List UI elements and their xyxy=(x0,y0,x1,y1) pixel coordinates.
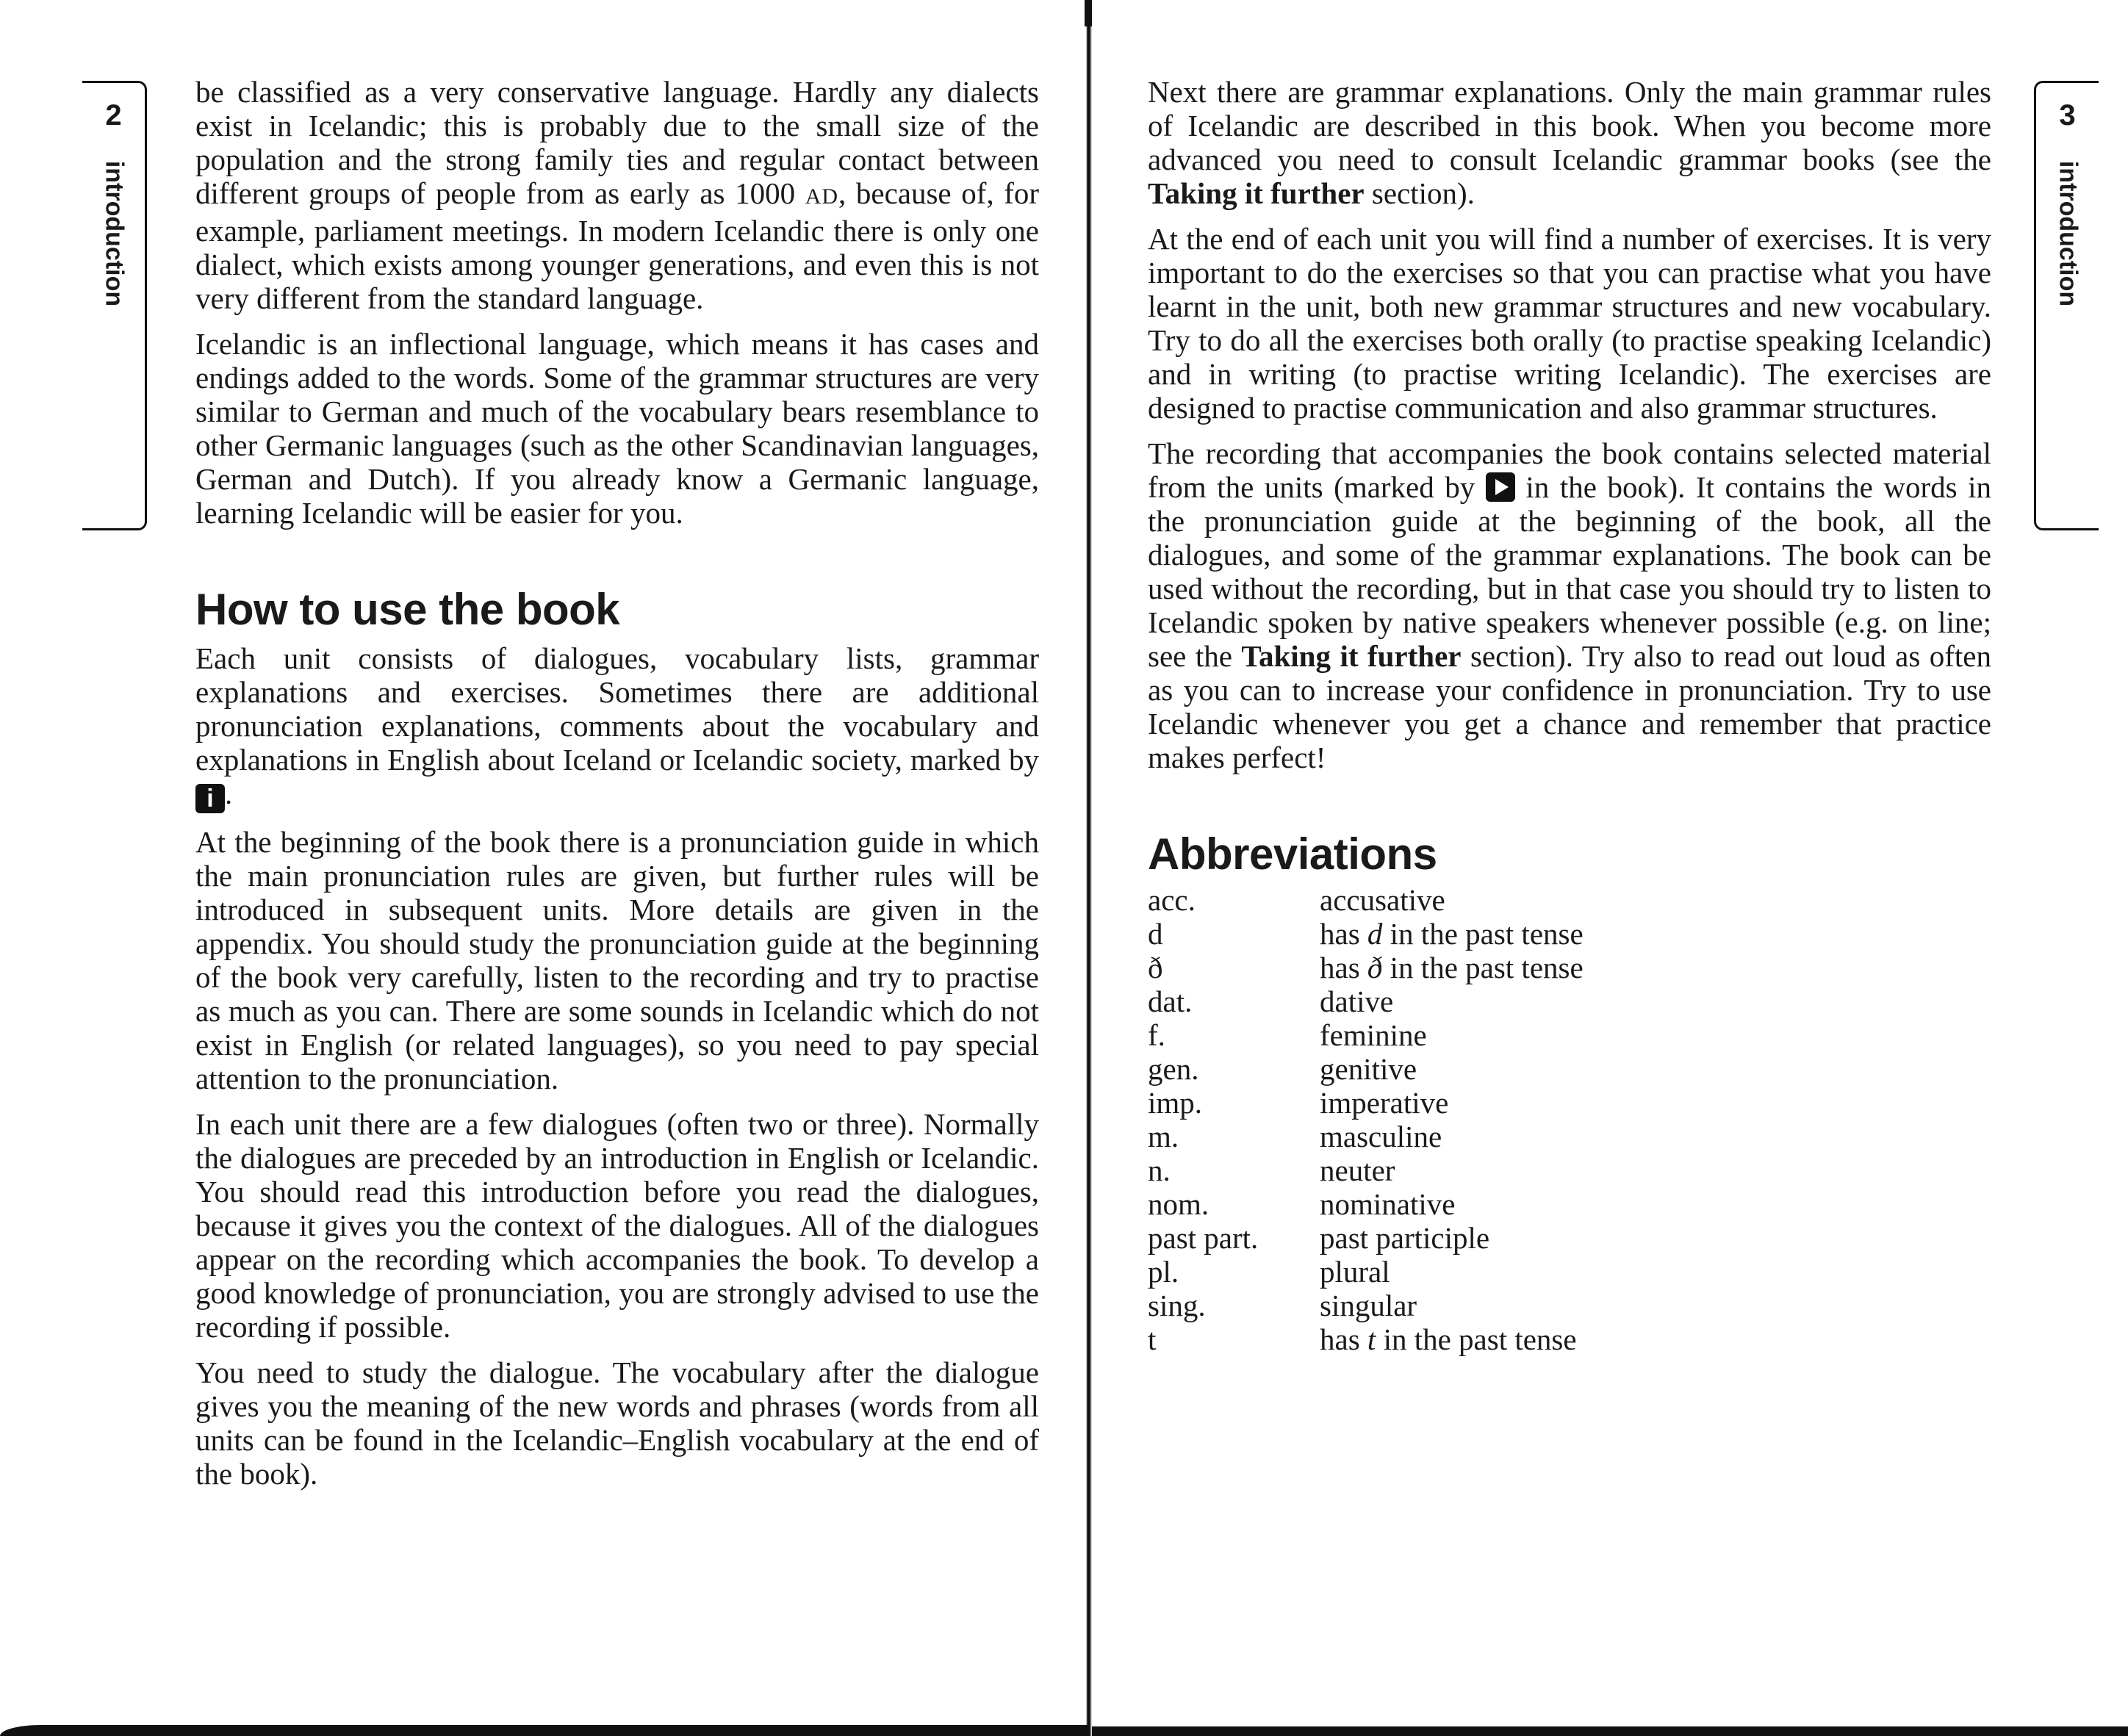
abbreviation-meaning: feminine xyxy=(1320,1018,1427,1052)
paragraph: At the beginning of the book there is a pronunciation guide in which the main pronunciation rules are given, but further rules will be introduced in subsequent units. More details are given in the appendix. You should study the pronunciation guide at the beginning of the book very carefully, listen to the recording and try to practise as much as you can. There are some sounds in Icelandic which do not exist in English (or related languages), so you need to pay special attention to the pronunciation. xyxy=(195,825,1039,1095)
abbreviation-row xyxy=(1148,1086,1584,1120)
page-number: 2 xyxy=(105,99,122,132)
abbreviation-meaning: has t in the past tense xyxy=(1320,1322,1577,1356)
info-icon: i xyxy=(195,784,225,813)
abbreviation-meaning: past participle xyxy=(1320,1221,1490,1255)
abbreviation: dat. xyxy=(1148,984,1193,1018)
paragraph: be classified as a very conservative language. Hardly any dialects exist in Icelandic; this is probably due to the small size of the population and the strong family ties and regular contact between different groups of people from as early as 1000 AD, because of, for example, parliament meetings. In modern Icelandic there is only one dialect, which exists among younger generations, and even this is not very different from the standard language. xyxy=(195,75,1039,315)
abbreviation-row xyxy=(1148,1018,1584,1052)
abbreviation-meaning: neuter xyxy=(1320,1153,1395,1187)
abbreviation: d xyxy=(1148,917,1163,951)
paragraph: At the end of each unit you will find a number of exercises. It is very important to do the exercises so that you can practise what you have learnt in the unit, both new grammar structures and new vocabulary. Try to do all the exercises both orally (to practise speaking Icelandic) and in writing (to practise writing Icelandic). The exercises are designed to practise communication and also grammar structures. xyxy=(1148,222,1991,425)
abbreviation-row xyxy=(1148,883,1584,917)
abbreviation-row xyxy=(1148,1120,1584,1153)
abbreviation-meaning: has d in the past tense xyxy=(1320,917,1584,951)
abbreviation-meaning: plural xyxy=(1320,1255,1390,1289)
abbreviation: past part. xyxy=(1148,1221,1259,1255)
abbreviation-row xyxy=(1148,1153,1584,1187)
abbreviation: t xyxy=(1148,1322,1157,1356)
paragraph: Each unit consists of dialogues, vocabulary lists, grammar explanations and exercises. Sometimes there are additional pronunciation explanations, comments about the vocabulary and explanations in English about Iceland or Icelandic society, marked by i . xyxy=(195,641,1039,813)
abbreviation-row xyxy=(1148,1052,1584,1086)
abbreviation-row xyxy=(1148,1221,1584,1255)
abbreviation-meaning: imperative xyxy=(1320,1086,1449,1120)
paragraph: Icelandic is an inflectional language, which means it has cases and endings added to the words. Some of the grammar structures are very similar to German and much of the vocabulary bears resemblance to other Germanic languages (such as the other Scandinavian languages, German and Dutch). If you already know a Germanic language, learning Icelandic will be easier for you. xyxy=(195,327,1039,530)
abbreviation: nom. xyxy=(1148,1187,1209,1221)
abbreviation: gen. xyxy=(1148,1052,1199,1086)
abbreviation: acc. xyxy=(1148,883,1196,917)
paragraph: In each unit there are a few dialogues (often two or three). Normally the dialogues are preceded by an introduction in English or Icelandic. You should read this introduction before you read the dialogues, because it gives you the context of the dialogues. All of the dialogues appear on the recording which accompanies the book. To develop a good knowledge of pronunciation, you are strongly advised to use the recording if possible. xyxy=(195,1107,1039,1344)
side-tab-right xyxy=(2034,81,2099,530)
abbreviation: imp. xyxy=(1148,1086,1203,1120)
section-label: introduction xyxy=(100,160,128,307)
abbreviation-row xyxy=(1148,1187,1584,1221)
paragraph: You need to study the dialogue. The vocabulary after the dialogue gives you the meaning of the new words and phrases (words from all units can be found in the Icelandic–English vocabulary at the end of the book). xyxy=(195,1355,1039,1491)
abbreviation-row xyxy=(1148,1255,1584,1289)
paragraph: Next there are grammar explanations. Only the main grammar rules of Icelandic are described in this book. When you become more advanced you need to consult Icelandic grammar books (see the Taking it further section). xyxy=(1148,75,1991,210)
abbreviation-row xyxy=(1148,1289,1584,1322)
abbreviation: pl. xyxy=(1148,1255,1179,1289)
abbreviation: ð xyxy=(1148,951,1163,984)
abbreviation-meaning: singular xyxy=(1320,1289,1417,1322)
side-tab-left xyxy=(82,81,147,530)
small-caps-ad: AD xyxy=(805,184,839,209)
abbreviation-row xyxy=(1148,951,1584,984)
paragraph: The recording that accompanies the book contains selected material from the units (marked by in the book). It contains the words in the pronunciation guide at the beginning of the book, all the dialogues, and some of the grammar explanations. The book can be used without the recording, but in that case you should try to listen to Icelandic spoken by native speakers whenever possible (e.g. on line; see the Taking it further section). Try also to read out loud as often as you can to increase your confidence in pronunciation. Try to use Icelandic whenever you get a chance and remember that practice makes perfect! xyxy=(1148,436,1991,774)
section-heading: Abbreviations xyxy=(1148,829,1437,879)
page-number: 3 xyxy=(2059,99,2076,132)
abbreviation-meaning: genitive xyxy=(1320,1052,1417,1086)
left-text-column xyxy=(195,75,1039,1502)
abbreviation: m. xyxy=(1148,1120,1179,1153)
abbreviation-meaning: nominative xyxy=(1320,1187,1456,1221)
cross-reference: Taking it further xyxy=(1241,639,1462,673)
abbreviation: sing. xyxy=(1148,1289,1206,1322)
section-label: introduction xyxy=(2054,160,2082,307)
abbreviation-row xyxy=(1148,1322,1584,1356)
abbreviation-row xyxy=(1148,984,1584,1018)
abbreviation-meaning: accusative xyxy=(1320,883,1445,917)
abbreviations-table xyxy=(1148,883,1584,1356)
right-text-column xyxy=(1148,75,1991,1356)
abbreviation-meaning: dative xyxy=(1320,984,1394,1018)
abbreviation-meaning: has ð in the past tense xyxy=(1320,951,1584,984)
section-heading: How to use the book xyxy=(195,585,620,634)
abbreviation-row xyxy=(1148,917,1584,951)
abbreviation-meaning: masculine xyxy=(1320,1120,1442,1153)
cross-reference: Taking it further xyxy=(1148,176,1365,210)
abbreviation: f. xyxy=(1148,1018,1165,1052)
play-icon xyxy=(1486,472,1515,502)
abbreviation: n. xyxy=(1148,1153,1171,1187)
